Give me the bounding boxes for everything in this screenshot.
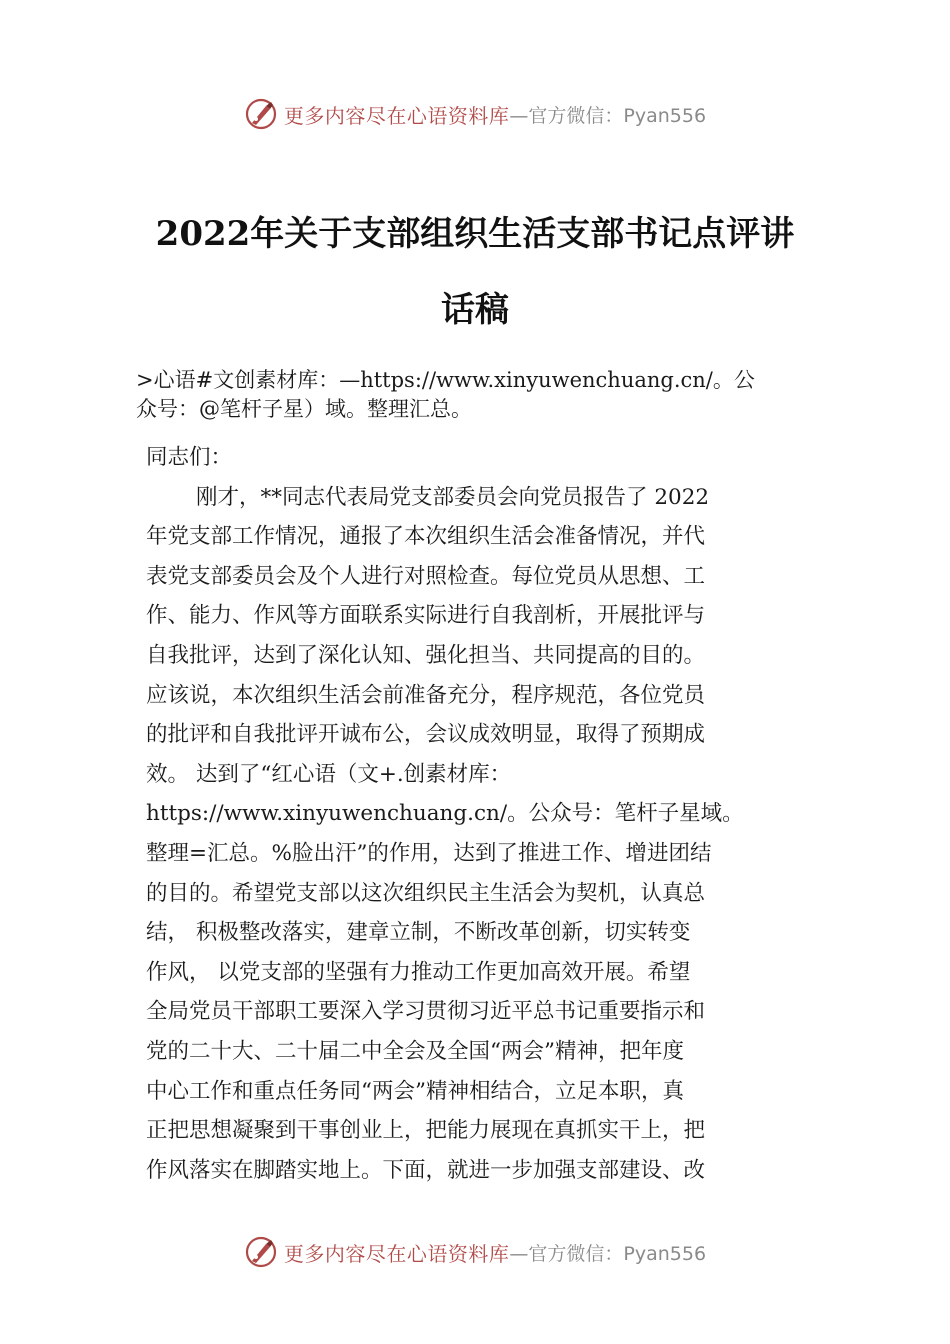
body-line: 作、能力、作风等方面联系实际进行自我剖析，开展批评与	[146, 603, 706, 629]
body-line: https://www.xinyuwenchuang.cn/。公众号：笔杆子星域。	[146, 801, 744, 827]
body-line: 结， 积极整改落实，建章立制，不断改革创新，切实转变	[146, 920, 691, 946]
body-line: 的目的。希望党支部以这次组织民主生活会为契机，认真总	[146, 880, 706, 906]
body-line: 全局党员干部职工要深入学习贯彻习近平总书记重要指示和	[146, 999, 706, 1025]
body-line: 应该说，本次组织生活会前准备充分，程序规范，各位党员	[146, 682, 706, 708]
body-line: 作风， 以党支部的坚强有力推动工作更加高效开展。希望	[146, 959, 691, 985]
body-line: 自我批评，达到了深化认知、强化担当、共同提高的目的。	[146, 642, 706, 668]
footer-banner	[0, 1232, 950, 1272]
banner-brand-text: 更多内容尽在心语资料库	[283, 103, 510, 128]
salutation: 同志们：	[146, 445, 233, 470]
header-banner	[0, 94, 950, 134]
body-line: 中心工作和重点任务同“两会”精神相结合，立足本职，真	[146, 1078, 684, 1104]
body-line: 效。 达到了“红心语（文+.创素材库：	[146, 761, 512, 787]
body-line: 刚才，**同志代表局党支部委员会向党员报告了 2022	[196, 484, 710, 510]
banner-contact-text: —官方微信：Pyan556	[509, 104, 707, 127]
document-title-line-1: 2022年关于支部组织生活支部书记点评讲	[155, 214, 795, 254]
body-line: 年党支部工作情况，通报了本次组织生活会准备情况，并代	[146, 524, 706, 550]
body-line: 的批评和自我批评开诚布公，会议成效明显，取得了预期成	[146, 722, 706, 748]
pen-nib-logo-icon	[244, 97, 278, 131]
pen-nib-logo-icon	[244, 1235, 278, 1269]
body-line: 表党支部委员会及个人进行对照检查。每位党员从思想、工	[146, 563, 706, 589]
body-line: 党的二十大、二十届二中全会及全国“两会”精神，把年度	[146, 1038, 684, 1064]
banner-contact-text: —官方微信：Pyan556	[509, 1242, 707, 1265]
body-line: 正把思想凝聚到干事创业上，把能力展现在真抓实干上，把	[146, 1118, 706, 1144]
body-line: 作风落实在脚踏实地上。下面，就进一步加强支部建设、改	[146, 1157, 706, 1183]
body-line: 整理=汇总。%脸出汗”的作用，达到了推进工作、增进团结	[146, 840, 712, 866]
document-body	[146, 438, 816, 1190]
document-title-line-2: 话稿	[441, 290, 509, 330]
banner-brand-text: 更多内容尽在心语资料库	[283, 1241, 510, 1266]
source-note-line-1: >心语#文创素材库：—https://www.xinyuwenchuang.cn/。公	[136, 368, 755, 392]
source-note-line-2: 众号：@笔杆子星）域。整理汇总。	[136, 397, 472, 421]
